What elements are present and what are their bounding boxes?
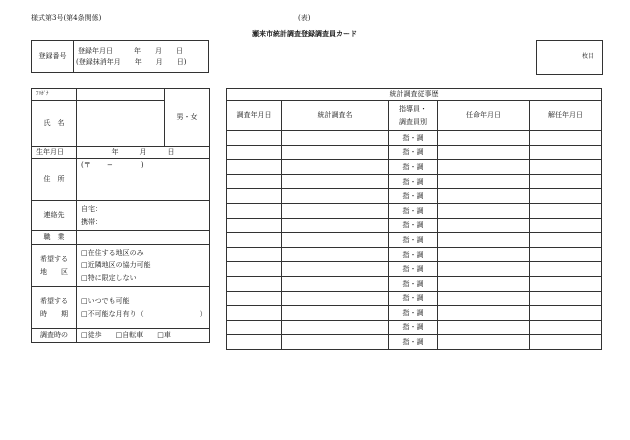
role-cell: 指・調 — [389, 218, 438, 233]
history-cell — [282, 203, 389, 218]
history-cell — [438, 203, 530, 218]
role-cell: 指・調 — [389, 262, 438, 277]
history-row — [227, 189, 602, 204]
history-cell — [438, 218, 530, 233]
history-cell — [227, 262, 282, 277]
address-label: 住 所 — [32, 159, 77, 201]
sheet-count-label: 枚目 — [581, 53, 594, 60]
personal-info-table — [31, 88, 210, 343]
history-cell — [530, 320, 602, 335]
transport-options: □徒歩 □自転車 □車 — [77, 329, 210, 343]
history-cell — [282, 218, 389, 233]
history-row — [227, 306, 602, 321]
home-phone: 自宅： — [81, 205, 102, 214]
history-cell — [282, 335, 389, 350]
history-cell — [282, 189, 389, 204]
registration-number-label: 登録番号 — [32, 41, 74, 73]
history-cell — [530, 291, 602, 306]
history-row — [227, 262, 602, 277]
role-cell: 指・調 — [389, 189, 438, 204]
history-cell — [530, 306, 602, 321]
history-cell — [227, 320, 282, 335]
area-option: □在住する地区のみ — [81, 249, 144, 258]
preferred-area-label-line1: 希望する — [40, 255, 68, 264]
history-cell — [438, 306, 530, 321]
col-appoint-date: 任命年月日 — [438, 101, 530, 131]
history-cell — [530, 233, 602, 248]
role-cell: 指・調 — [389, 203, 438, 218]
history-table — [226, 88, 602, 350]
history-cell — [282, 306, 389, 321]
history-cell — [438, 174, 530, 189]
registration-dates — [74, 41, 209, 73]
history-cell — [438, 335, 530, 350]
sheet-count-box — [536, 40, 603, 75]
time-option: □いつでも可能 — [81, 296, 130, 305]
registration-date: 登録年月日 年 月 日 — [78, 47, 183, 56]
history-cell — [282, 320, 389, 335]
preferred-area-options — [77, 245, 210, 287]
history-row — [227, 320, 602, 335]
history-cell — [227, 218, 282, 233]
history-cell — [438, 160, 530, 175]
role-cell: 指・調 — [389, 247, 438, 262]
form-side: (表) — [298, 14, 311, 22]
time-option: □不可能な月有り（ ） — [81, 310, 207, 318]
history-title: 統計調査従事歴 — [227, 89, 602, 101]
role-cell: 指・調 — [389, 276, 438, 291]
history-row — [227, 291, 602, 306]
history-cell — [530, 189, 602, 204]
name-field — [77, 101, 165, 147]
history-cell — [282, 291, 389, 306]
role-cell: 指・調 — [389, 335, 438, 350]
history-cell — [438, 276, 530, 291]
history-row — [227, 233, 602, 248]
col-role-line2: 調査員別 — [399, 117, 427, 126]
role-cell: 指・調 — [389, 160, 438, 175]
history-row — [227, 203, 602, 218]
history-cell — [227, 276, 282, 291]
history-cell — [227, 233, 282, 248]
form-number: 様式第3号(第4条関係) — [31, 14, 102, 22]
history-cell — [227, 174, 282, 189]
col-survey-date: 調査年月日 — [227, 101, 282, 131]
role-cell: 指・調 — [389, 291, 438, 306]
form-title: 瀬来市統計調査登録調査員カード — [252, 29, 357, 38]
history-row — [227, 335, 602, 350]
history-cell — [530, 262, 602, 277]
gender-field: 男・女 — [165, 89, 210, 147]
history-cell — [530, 131, 602, 146]
transport-label: 調査時の — [32, 329, 77, 343]
history-cell — [227, 203, 282, 218]
area-option: □近隣地区の協力可能 — [81, 261, 151, 270]
history-cell — [227, 189, 282, 204]
birth-date-label: 生年月日 — [32, 147, 77, 159]
history-cell — [530, 160, 602, 175]
history-cell — [282, 247, 389, 262]
address-field — [77, 159, 210, 201]
col-survey-name: 統計調査名 — [282, 101, 389, 131]
history-cell — [530, 218, 602, 233]
history-cell — [438, 145, 530, 160]
name-label: 氏 名 — [32, 101, 77, 147]
col-dismiss-date: 解任年月日 — [530, 101, 602, 131]
history-cell — [227, 247, 282, 262]
history-cell — [438, 233, 530, 248]
history-cell — [227, 131, 282, 146]
history-row — [227, 247, 602, 262]
history-cell — [530, 174, 602, 189]
history-row — [227, 174, 602, 189]
furigana-field — [77, 89, 165, 101]
preferred-time-label-line1: 希望する — [40, 297, 68, 306]
history-cell — [282, 262, 389, 277]
history-cell — [282, 160, 389, 175]
mobile-phone: 携帯： — [81, 217, 102, 226]
preferred-time-label — [32, 287, 77, 329]
history-cell — [530, 247, 602, 262]
preferred-area-label-line2: 地 区 — [40, 267, 68, 276]
history-cell — [438, 131, 530, 146]
history-cell — [282, 174, 389, 189]
role-cell: 指・調 — [389, 174, 438, 189]
deregistration-date: (登録抹消年月 年 月 日) — [76, 57, 187, 66]
history-cell — [227, 335, 282, 350]
col-role-line1: 指導員・ — [399, 105, 427, 114]
furigana-label: ﾌﾘｶﾞﾅ — [32, 89, 77, 101]
area-option: □特に限定しない — [81, 273, 137, 282]
history-cell — [530, 276, 602, 291]
history-cell — [438, 247, 530, 262]
history-row — [227, 131, 602, 146]
preferred-time-options — [77, 287, 210, 329]
postal-code: (〒 − ) — [81, 161, 144, 169]
history-row — [227, 145, 602, 160]
role-cell: 指・調 — [389, 306, 438, 321]
history-cell — [227, 145, 282, 160]
occupation-label: 職 業 — [32, 231, 77, 245]
history-row — [227, 218, 602, 233]
history-cell — [438, 291, 530, 306]
history-row — [227, 160, 602, 175]
history-cell — [227, 306, 282, 321]
history-cell — [438, 189, 530, 204]
role-cell: 指・調 — [389, 233, 438, 248]
role-cell: 指・調 — [389, 131, 438, 146]
occupation-field — [77, 231, 210, 245]
registration-table — [31, 40, 209, 73]
birth-date-field: 年 月 日 — [77, 147, 210, 159]
history-cell — [438, 320, 530, 335]
contact-label: 連絡先 — [32, 201, 77, 231]
history-cell — [227, 291, 282, 306]
preferred-area-label — [32, 245, 77, 287]
history-cell — [282, 233, 389, 248]
contact-field — [77, 201, 210, 231]
col-role — [389, 101, 438, 131]
history-row — [227, 276, 602, 291]
history-cell — [282, 276, 389, 291]
role-cell: 指・調 — [389, 320, 438, 335]
role-cell: 指・調 — [389, 145, 438, 160]
history-cell — [282, 145, 389, 160]
history-cell — [438, 262, 530, 277]
history-cell — [530, 335, 602, 350]
history-cell — [227, 160, 282, 175]
preferred-time-label-line2: 時 期 — [40, 309, 68, 318]
history-cell — [530, 203, 602, 218]
history-cell — [530, 145, 602, 160]
history-cell — [282, 131, 389, 146]
